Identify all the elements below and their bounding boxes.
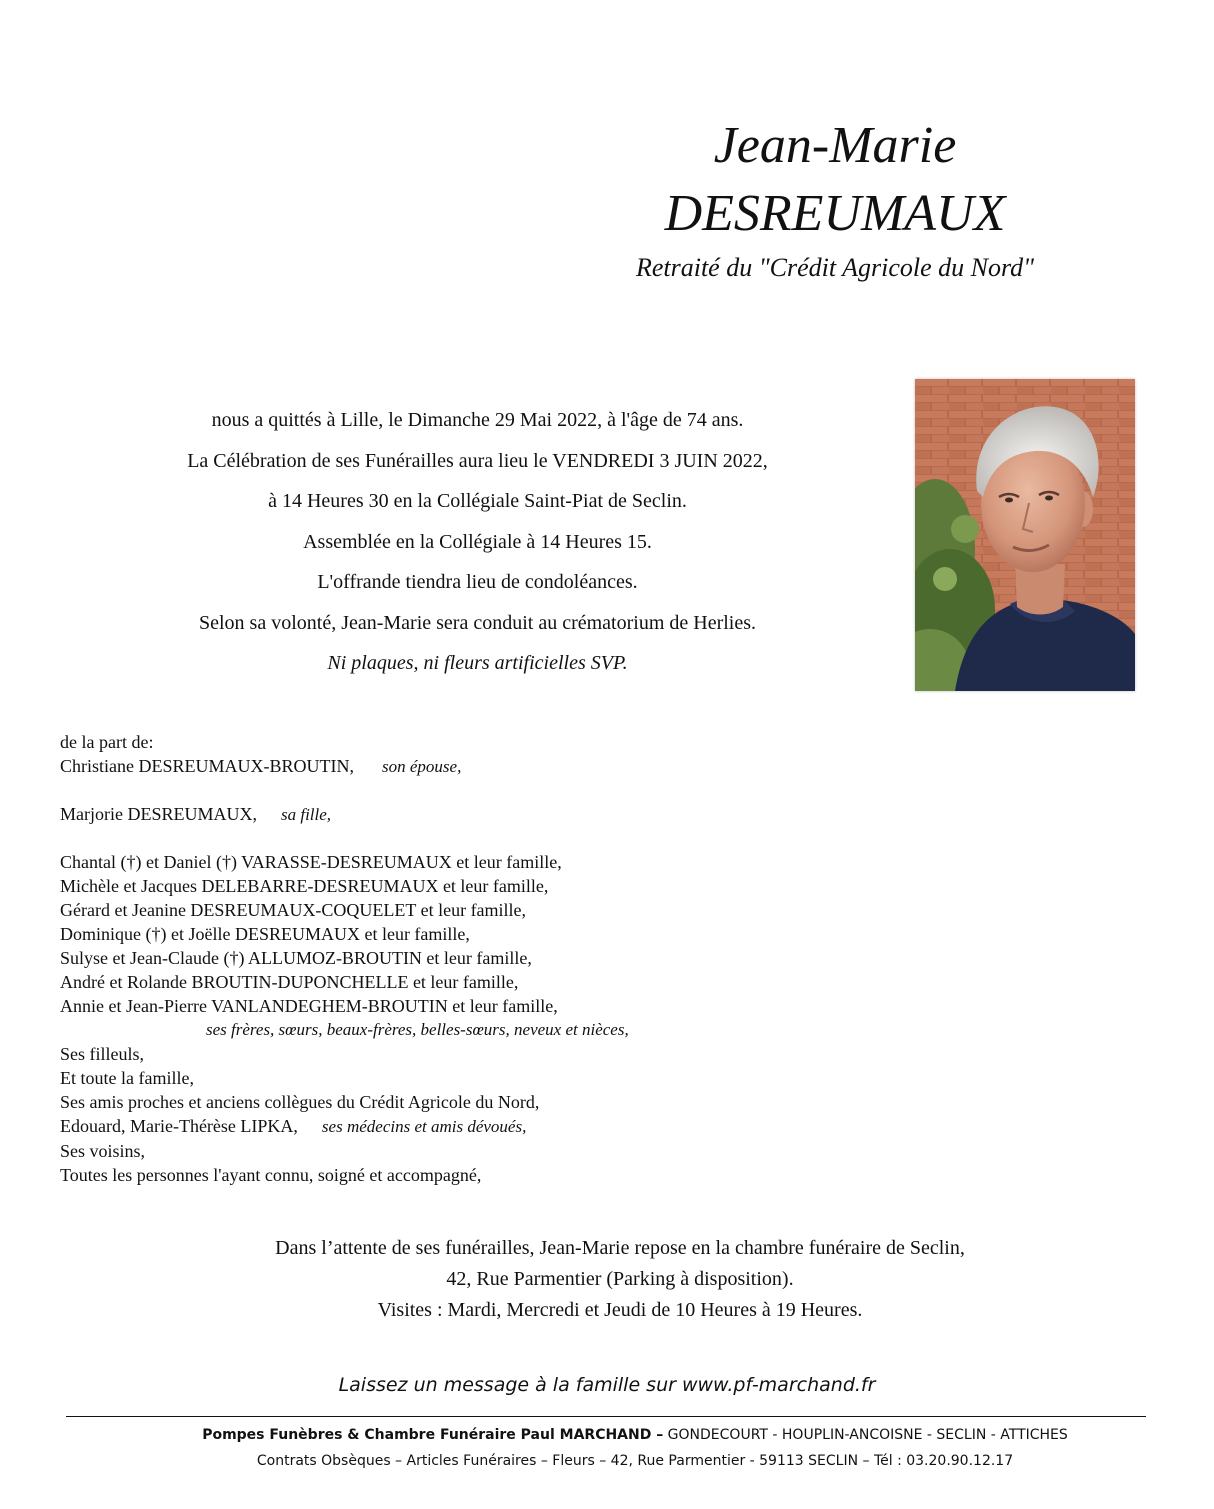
- sibling-line: Michèle et Jacques DELEBARRE-DESREUMAUX et leur famille,: [60, 876, 549, 896]
- sibling-line: Annie et Jean-Pierre VANLANDEGHEM-BROUTIN et leur famille,: [60, 996, 558, 1016]
- visit-hours: Visites : Mardi, Mercredi et Jeudi de 10 Heures à 19 Heures.: [377, 1299, 863, 1321]
- deceased-last-name: DESREUMAUX: [664, 185, 1006, 242]
- spouse-name: Christiane DESREUMAUX-BROUTIN,: [60, 756, 354, 776]
- footer-company-line: [100, 1425, 1170, 1445]
- all-people-line: Toutes les personnes l'ayant connu, soigné et accompagné,: [60, 1165, 482, 1185]
- family-spouse-row: [60, 754, 960, 779]
- portrait-image: [915, 379, 1135, 691]
- neighbours-line: Ses voisins,: [60, 1141, 146, 1161]
- doctors-name: Edouard, Marie-Thérèse LIPKA,: [60, 1116, 298, 1136]
- family-list: [60, 730, 960, 1187]
- deceased-first-name: Jean-Marie: [713, 117, 957, 174]
- sibling-line: Chantal (†) et Daniel (†) VARASSE-DESREUMAUX et leur famille,: [60, 852, 562, 872]
- sibling-line: Gérard et Jeanine DESREUMAUX-COQUELET et leur famille,: [60, 900, 527, 920]
- sibling-line: André et Rolande BROUTIN-DUPONCHELLE et leur famille,: [60, 972, 519, 992]
- whole-family-line: Et toute la famille,: [60, 1068, 194, 1088]
- rest-line: Dans l’attente de ses funérailles, Jean-Marie repose en la chambre funéraire de Seclin,: [275, 1237, 965, 1259]
- message-link[interactable]: Laissez un message à la famille sur www.pf-marchand.fr: [338, 1374, 876, 1396]
- footer-company: Pompes Funèbres & Chambre Funéraire Paul MARCHAND –: [202, 1427, 664, 1443]
- sibling-line: Dominique (†) et Joëlle DESREUMAUX et leur famille,: [60, 924, 470, 944]
- announcement-line: Selon sa volonté, Jean-Marie sera conduit au crématorium de Herlies.: [198, 611, 757, 634]
- deceased-subtitle: Retraité du "Crédit Agricole du Nord": [635, 253, 1035, 282]
- announcement-line: Ni plaques, ni fleurs artificielles SVP.: [327, 652, 628, 674]
- portrait-photo: [915, 379, 1135, 691]
- rest-info: [140, 1233, 1100, 1326]
- siblings-relation: ses frères, sœurs, beaux-frères, belles-sœurs, neveux et nièces,: [206, 1020, 629, 1039]
- announcement-line: à 14 Heures 30 en la Collégiale Saint-Piat de Seclin.: [268, 490, 687, 512]
- friends-line: Ses amis proches et anciens collègues du Crédit Agricole du Nord,: [60, 1092, 540, 1112]
- godchildren-line: Ses filleuls,: [60, 1044, 144, 1064]
- footer-towns: GONDECOURT - HOUPLIN-ANCOISNE - SECLIN - ATTICHES: [663, 1427, 1068, 1443]
- announcement-line: Assemblée en la Collégiale à 14 Heures 15.: [303, 530, 652, 553]
- sibling-line: Sulyse et Jean-Claude (†) ALLUMOZ-BROUTIN et leur famille,: [60, 948, 532, 968]
- announcement-line: L'offrande tiendra lieu de condoléances.: [317, 571, 638, 593]
- family-intro: de la part de:: [60, 732, 154, 752]
- doctors-relation: ses médecins et amis dévoués,: [321, 1117, 527, 1136]
- announcement: [60, 400, 895, 684]
- spouse-relation: son épouse,: [382, 757, 462, 776]
- announcement-line: La Célébration de ses Funérailles aura lieu le VENDREDI 3 JUIN 2022,: [187, 449, 768, 472]
- doctors-row: [60, 1114, 960, 1139]
- daughter-name: Marjorie DESREUMAUX,: [60, 804, 257, 824]
- daughter-relation: sa fille,: [280, 805, 332, 824]
- family-daughter-row: [60, 802, 960, 827]
- footer-contact-line: Contrats Obsèques – Articles Funéraires – Fleurs – 42, Rue Parmentier - 59113 SECLIN – Tél : 03.20.90.12.17: [256, 1453, 1014, 1469]
- footer-divider: [66, 1416, 1146, 1417]
- rest-address: 42, Rue Parmentier (Parking à disposition).: [446, 1268, 794, 1290]
- announcement-line: nous a quittés à Lille, le Dimanche 29 Mai 2022, à l'âge de 74 ans.: [211, 409, 744, 431]
